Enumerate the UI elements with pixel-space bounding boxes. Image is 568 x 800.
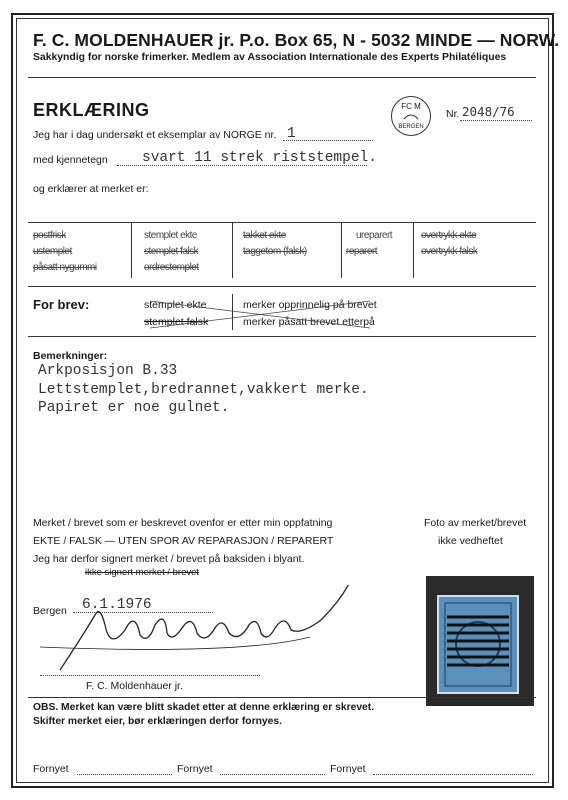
remark-line-1: Arkposisjon B.33 bbox=[38, 363, 178, 379]
remark-line-3: Papiret er noe gulnet. bbox=[38, 400, 230, 416]
cond-cancel-forged: stemplet falsk bbox=[144, 246, 199, 257]
header-divider bbox=[28, 77, 536, 78]
certificate-number-label: Nr. bbox=[446, 108, 460, 120]
characteristics-value: svart 11 strek riststempel. bbox=[142, 150, 377, 166]
declares-line: og erklærer at merket er: bbox=[33, 183, 149, 195]
photo-label: Foto av merket/brevet bbox=[424, 517, 527, 529]
cond-overprint-genuine: overtrykk ekte bbox=[421, 230, 477, 241]
remark-line-2: Lettstemplet,bredrannet,vakkert merke. bbox=[38, 382, 369, 398]
renewed-dotline-2 bbox=[220, 774, 325, 775]
expert-seal-icon bbox=[391, 96, 431, 136]
table-col-divider bbox=[413, 222, 414, 278]
letter-added-later: merker påsatt brevet etterpå bbox=[243, 316, 375, 328]
renewed-label-3: Fornyet bbox=[330, 763, 366, 775]
certificate-number: 2048/76 bbox=[462, 104, 515, 119]
footer-divider bbox=[28, 697, 536, 698]
cond-unrepaired: ureparert bbox=[356, 230, 393, 241]
letter-cancel-genuine: stemplet ekte bbox=[144, 299, 207, 311]
renewed-label-1: Fornyet bbox=[33, 763, 69, 775]
characteristics-dotline bbox=[117, 165, 367, 166]
letterhead-title: F. C. MOLDENHAUER jr. P.o. Box 65, N - 5032 MINDE — NORW. bbox=[33, 30, 560, 50]
cond-regummed: påsatt nygummi bbox=[33, 262, 97, 273]
cond-perf-genuine: takket ekte bbox=[243, 230, 286, 241]
cond-perf-forged: taggetom (falsk) bbox=[243, 246, 307, 257]
renewed-label-2: Fornyet bbox=[177, 763, 213, 775]
table-col-divider bbox=[131, 222, 132, 278]
stamp-number: 1 bbox=[287, 126, 296, 142]
characteristics-label: med kjennetegn bbox=[33, 154, 108, 166]
seal-city: BERGEN bbox=[398, 124, 424, 130]
cond-unstamped-mint: postfrisk bbox=[33, 230, 66, 241]
number-dotline bbox=[460, 120, 532, 121]
letter-original: merker opprinnelig på brevet bbox=[243, 299, 377, 311]
cond-cancel-to-order: ordrestemplet bbox=[144, 262, 199, 273]
signature-dotline bbox=[40, 675, 260, 676]
declaration-line-2: EKTE / FALSK — UTEN SPOR AV REPARASJON / REPARERT bbox=[33, 535, 334, 547]
letter-label: For brev: bbox=[33, 297, 90, 312]
cond-cancel-genuine: stemplet ekte bbox=[144, 230, 197, 241]
cross-out-mark bbox=[140, 298, 390, 334]
photo-attached: ikke vedheftet bbox=[438, 535, 503, 547]
handwritten-signature bbox=[40, 585, 360, 685]
letter-cancel-forged: stemplet falsk bbox=[144, 316, 209, 328]
examined-line: Jeg har i dag undersøkt et eksemplar av NORGE nr. bbox=[33, 129, 277, 141]
table-col-divider bbox=[232, 222, 233, 278]
obs-line-1: OBS. Merket kan være blitt skadet etter at denne erklæring er skrevet. bbox=[33, 702, 375, 713]
obs-line-2: Skifter merket eier, bør erklæringen derfor fornyes. bbox=[33, 716, 282, 727]
cond-repaired: reparert bbox=[346, 246, 378, 257]
letter-bottom-line bbox=[28, 336, 536, 337]
letterhead-subtitle: Sakkyndig for norske frimerker. Medlem av Association Internationale des Experts Philatéliques bbox=[33, 52, 507, 63]
table-top-line bbox=[28, 222, 536, 223]
declaration-line-1: Merket / brevet som er beskrevet ovenfor er etter min oppfatning bbox=[33, 517, 333, 529]
declaration-line-4: ikke signert merket / brevet bbox=[85, 567, 200, 578]
number-dotline-2 bbox=[283, 140, 373, 141]
cond-overprint-forged: overtrykk falsk bbox=[421, 246, 478, 257]
table-col-divider bbox=[341, 222, 342, 278]
remarks-label: Bemerkninger: bbox=[33, 350, 108, 362]
renewed-dotline-1 bbox=[77, 774, 172, 775]
signer-name: F. C. Moldenhauer jr. bbox=[86, 680, 183, 692]
date-value: 6.1.1976 bbox=[82, 597, 152, 613]
renewed-dotline-3 bbox=[373, 774, 533, 775]
cond-unused: ustemplet bbox=[33, 246, 72, 257]
certificate-heading: ERKLÆRING bbox=[33, 100, 150, 120]
stamp-image bbox=[437, 595, 519, 694]
declaration-line-3: Jeg har derfor signert merket / brevet på baksiden i blyant. bbox=[33, 553, 305, 565]
table-bottom-line bbox=[28, 286, 536, 287]
seal-initials: FC M bbox=[401, 102, 421, 111]
place-label: Bergen bbox=[33, 605, 67, 617]
